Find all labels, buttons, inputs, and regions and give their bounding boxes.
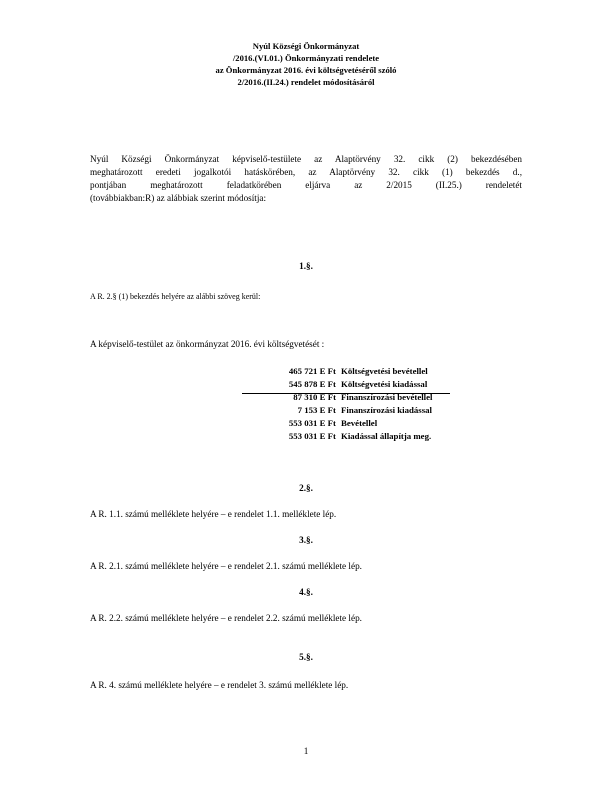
- section-2-text: A R. 1.1. számú melléklete helyére – e rendelet 1.1. melléklete lép.: [90, 509, 337, 519]
- title-line-3: az Önkormányzat 2016. évi költségvetéséről szóló: [215, 65, 397, 75]
- page-number: 1: [303, 746, 309, 756]
- title-line-2: /2016.(VI.01.) Önkormányzati rendelete: [232, 53, 380, 63]
- section-3-text: A R. 2.1. számú melléklete helyére – e rendelet 2.1. számú melléklete lép.: [90, 561, 362, 571]
- section-5-text: A R. 4. számú melléklete helyére – e rendelet 3. számú melléklete lép.: [90, 680, 349, 690]
- document-title: [90, 40, 522, 88]
- budget-amount: 553 031 E Ft: [288, 418, 336, 428]
- budget-amount: 545 878 E Ft: [288, 379, 336, 389]
- title-line-1: Nyúl Községi Önkormányzat: [252, 41, 360, 51]
- intro-line-4: (továbbiakban:R) az alábbiak szerint módosítja:: [90, 193, 267, 203]
- section-5-heading: 5.§.: [299, 652, 313, 662]
- budget-row: [243, 365, 471, 378]
- budget-table: [243, 365, 471, 443]
- budget-label: Finanszírozási bevétellel: [341, 392, 433, 402]
- budget-amount: 87 310 E Ft: [293, 392, 336, 402]
- budget-label: Kiadással állapítja meg.: [341, 431, 432, 441]
- budget-amount: 465 721 E Ft: [288, 366, 336, 376]
- section-4-text: A R. 2.2. számú melléklete helyére – e rendelet 2.2. számú melléklete lép.: [90, 613, 362, 623]
- budget-row: [243, 430, 471, 443]
- budget-row: [243, 417, 471, 430]
- section-3-heading: 3.§.: [299, 535, 313, 545]
- budget-label: Finanszírozási kiadással: [341, 405, 433, 415]
- budget-label: Költségvetési kiadással: [341, 379, 428, 389]
- budget-label: Bevétellel: [341, 418, 378, 428]
- budget-row: [243, 404, 471, 417]
- section-2-heading: 2.§.: [299, 483, 313, 493]
- intro-line-2: meghatározott eredeti jogalkotói hatáskörében, az Alaptörvény 32. cikk (1) bekezdés d.,: [90, 167, 522, 177]
- intro-paragraph: [90, 153, 522, 205]
- budget-amount: 7 153 E Ft: [297, 405, 336, 415]
- section-4-heading: 4.§.: [299, 587, 313, 597]
- section-1-text: A R. 2.§ (1) bekezdés helyére az alábbi szöveg kerül:: [90, 292, 261, 301]
- budget-amount: 553 031 E Ft: [288, 431, 336, 441]
- intro-line-1: Nyúl Községi Önkormányzat képviselő-testülete az Alaptörvény 32. cikk (2) bekezdésében: [90, 154, 522, 164]
- budget-row: [243, 378, 471, 391]
- title-line-4: 2/2016.(II.24.) rendelet módosításáról: [237, 77, 375, 87]
- intro-line-3: pontjában meghatározott feladatkörében eljárva az 2/2015 (II.25.) rendeletét: [90, 180, 522, 190]
- budget-label: Költségvetési bevétellel: [341, 366, 428, 376]
- budget-intro: A képviselő-testület az önkormányzat 2016. évi költségvetését :: [90, 339, 325, 349]
- budget-separator-line: [242, 393, 450, 394]
- section-1-heading: 1.§.: [299, 261, 313, 271]
